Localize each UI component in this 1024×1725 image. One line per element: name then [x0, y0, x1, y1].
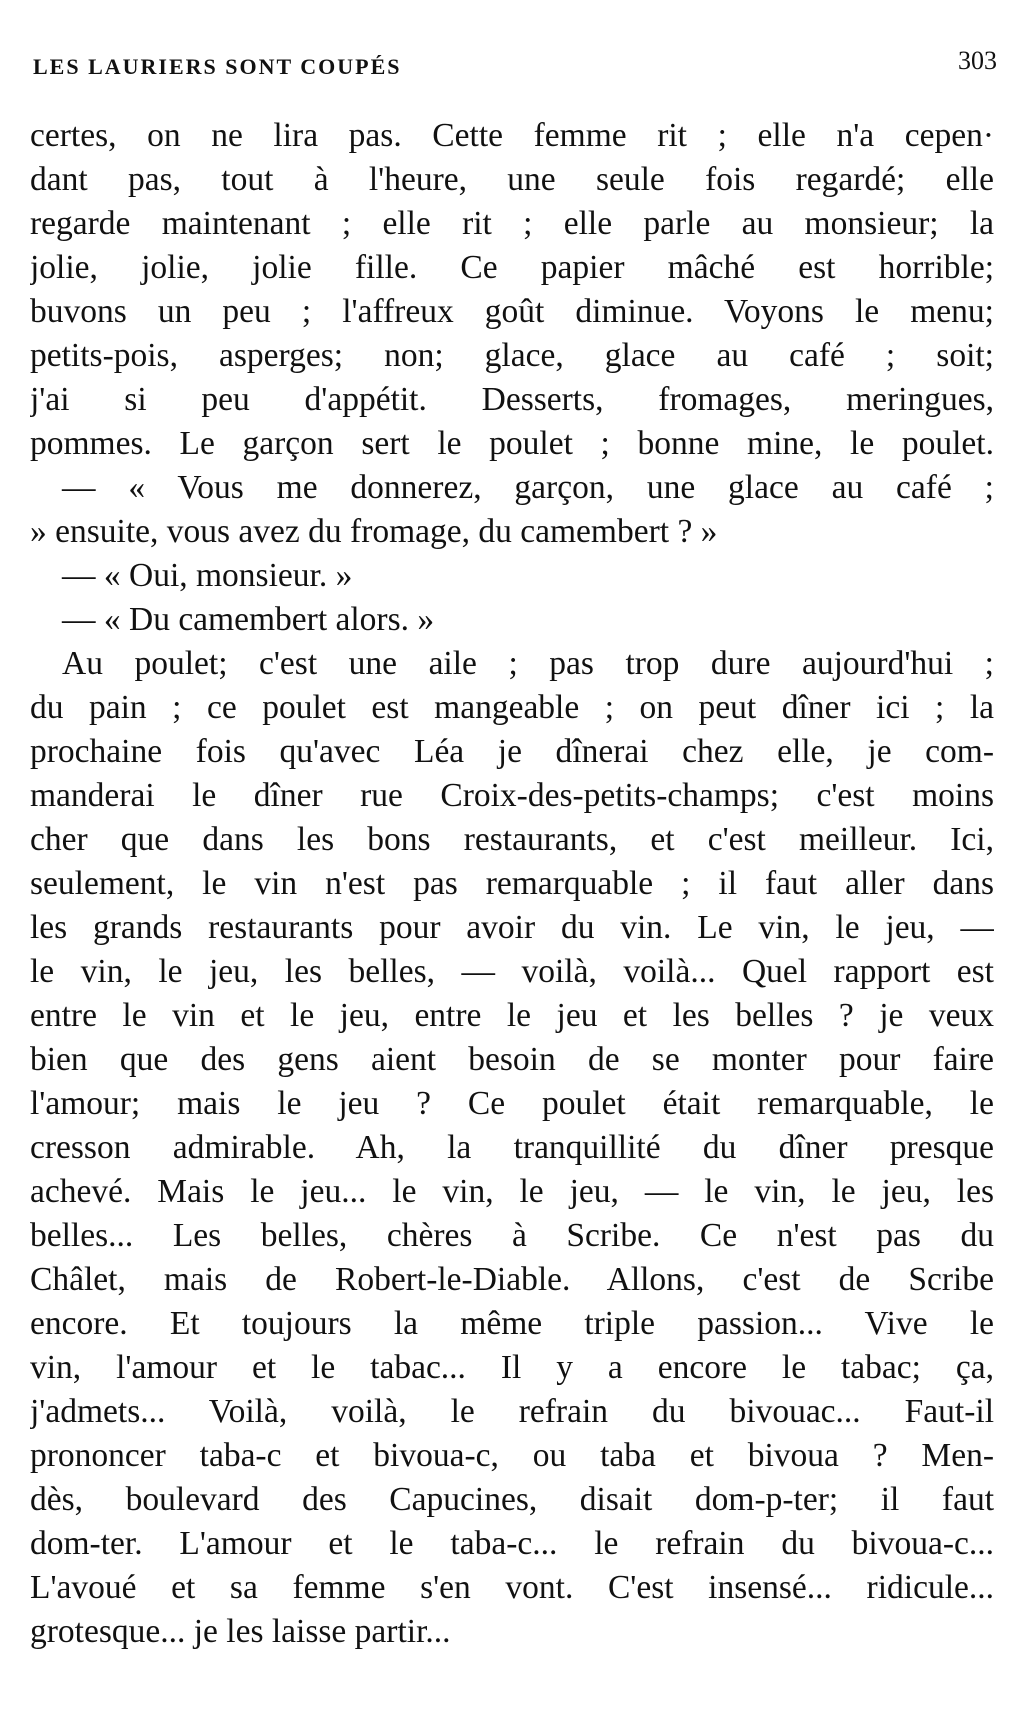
text-line: prononcer taba-c et bivoua-c, ou taba et bivoua ? Men-: [30, 1437, 994, 1474]
text-line: cresson admirable. Ah, la tranquillité du dîner presque: [30, 1129, 994, 1166]
paragraph-first-line: Au poulet; c'est une aile ; pas trop dure aujourd'hui ;: [62, 645, 994, 682]
text-line: dant pas, tout à l'heure, une seule fois regardé; elle: [30, 161, 994, 198]
text-line: cher que dans les bons restaurants, et c'est meilleur. Ici,: [30, 821, 994, 858]
text-line: prochaine fois qu'avec Léa je dînerai chez elle, je com-: [30, 733, 994, 770]
text-line: les grands restaurants pour avoir du vin. Le vin, le jeu, —: [30, 909, 994, 946]
text-line: le vin, le jeu, les belles, — voilà, voilà... Quel rapport est: [30, 953, 994, 990]
text-line: du pain ; ce poulet est mangeable ; on peut dîner ici ; la: [30, 689, 994, 726]
text-line: achevé. Mais le jeu... le vin, le jeu, — le vin, le jeu, les: [30, 1173, 994, 1210]
body-text: [30, 114, 994, 1654]
dialogue-line: » ensuite, vous avez du fromage, du camembert ? »: [30, 513, 718, 550]
dialogue-line: — « Vous me donnerez, garçon, une glace au café ;: [62, 469, 994, 506]
text-line: pommes. Le garçon sert le poulet ; bonne mine, le poulet.: [30, 425, 994, 462]
text-line: petits-pois, asperges; non; glace, glace au café ; soit;: [30, 337, 994, 374]
text-line: buvons un peu ; l'affreux goût diminue. Voyons le menu;: [30, 293, 994, 330]
dialogue-line: — « Du camembert alors. »: [62, 601, 435, 638]
text-line: belles... Les belles, chères à Scribe. Ce n'est pas du: [30, 1217, 994, 1254]
running-title: LES LAURIERS SONT COUPÉS: [33, 54, 402, 79]
text-line: grotesque... je les laisse partir...: [30, 1613, 451, 1650]
text-line: dès, boulevard des Capucines, disait dom-p-ter; il faut: [30, 1481, 994, 1518]
text-line: jolie, jolie, jolie fille. Ce papier mâché est horrible;: [30, 249, 994, 286]
text-line: Châlet, mais de Robert-le-Diable. Allons, c'est de Scribe: [30, 1261, 994, 1298]
text-line: certes, on ne lira pas. Cette femme rit ; elle n'a cepen·: [30, 117, 994, 154]
dialogue-line: — « Oui, monsieur. »: [62, 557, 353, 594]
page-number: 303: [958, 46, 997, 75]
text-line: L'avoué et sa femme s'en vont. C'est insensé... ridicule...: [30, 1569, 994, 1606]
text-line: dom-ter. L'amour et le taba-c... le refrain du bivoua-c...: [30, 1525, 994, 1562]
text-line: manderai le dîner rue Croix-des-petits-champs; c'est moins: [30, 777, 994, 814]
text-line: regarde maintenant ; elle rit ; elle parle au monsieur; la: [30, 205, 994, 242]
text-line: l'amour; mais le jeu ? Ce poulet était remarquable, le: [30, 1085, 994, 1122]
text-line: vin, l'amour et le tabac... Il y a encore le tabac; ça,: [30, 1349, 994, 1386]
text-line: entre le vin et le jeu, entre le jeu et les belles ? je veux: [30, 997, 994, 1034]
text-line: j'admets... Voilà, voilà, le refrain du bivouac... Faut-il: [30, 1393, 994, 1430]
text-line: seulement, le vin n'est pas remarquable ; il faut aller dans: [30, 865, 994, 902]
text-line: encore. Et toujours la même triple passion... Vive le: [30, 1305, 994, 1342]
text-line: j'ai si peu d'appétit. Desserts, fromages, meringues,: [30, 381, 994, 418]
text-line: bien que des gens aient besoin de se monter pour faire: [30, 1041, 994, 1078]
